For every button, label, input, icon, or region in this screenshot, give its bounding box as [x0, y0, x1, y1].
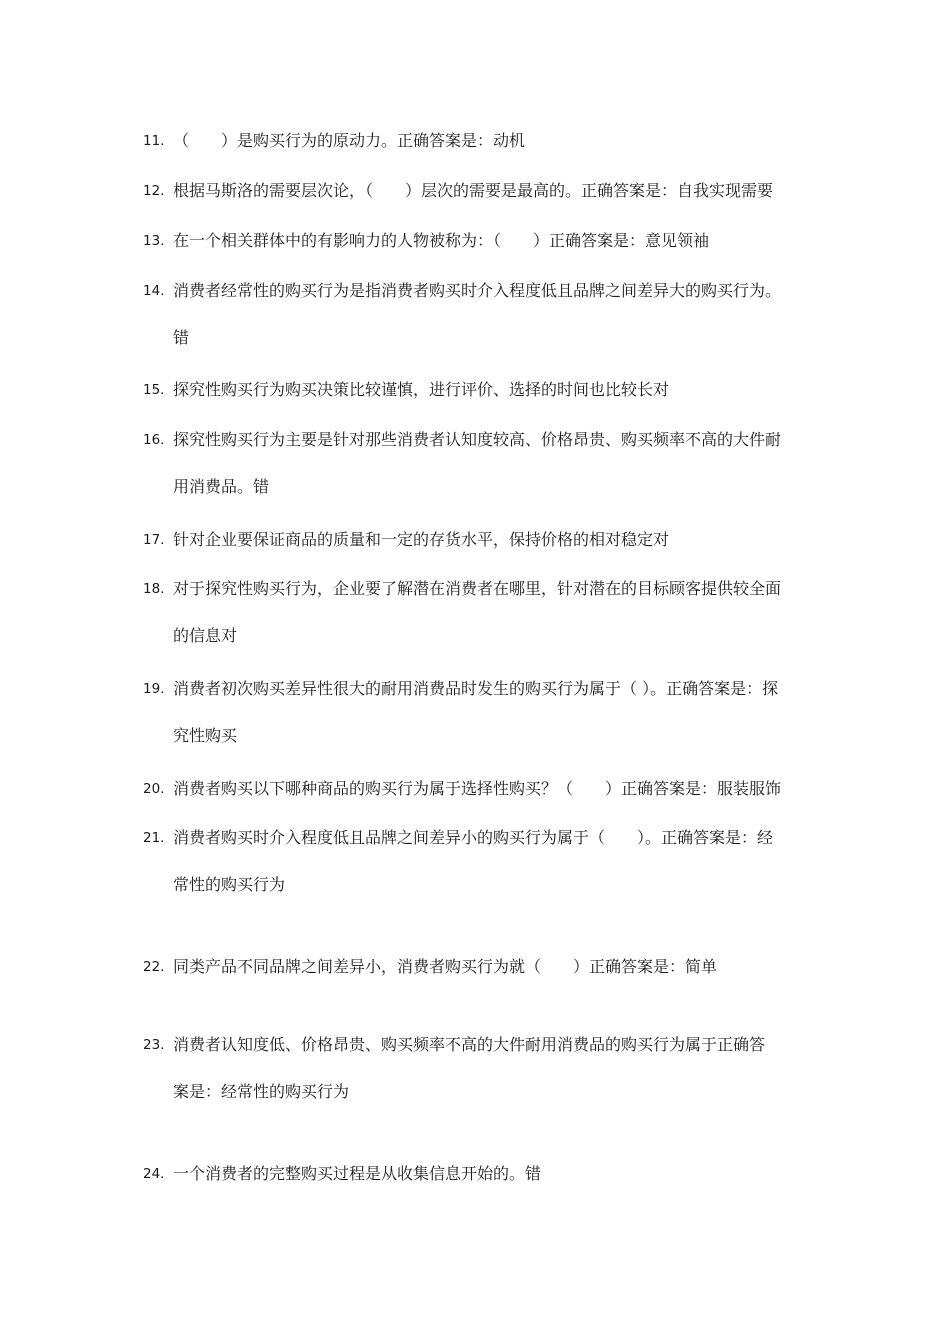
question-number: 22.: [143, 959, 165, 975]
question-item: [143, 428, 823, 499]
question-number: 23.: [143, 1037, 165, 1053]
question-line: 探究性购买行为主要是针对那些消费者认知度较高、价格昂贵、购买频率不高的大件耐: [173, 430, 782, 449]
question-text: [173, 577, 823, 648]
question-number: 19.: [143, 681, 165, 697]
question-item: [143, 179, 823, 203]
question-item: [143, 577, 823, 648]
question-line: 常性的购买行为: [173, 875, 286, 894]
question-line: 同类产品不同品牌之间差异小，消费者购买行为就（ ）正确答案是：简单: [173, 957, 718, 976]
question-number: 17.: [143, 532, 165, 548]
question-line: 探究性购买行为购买决策比较谨慎，进行评价、选择的时间也比较长对: [173, 380, 670, 399]
question-number: 18.: [143, 581, 165, 597]
question-line: 案是：经常性的购买行为: [173, 1082, 350, 1101]
question-line: 究性购买: [173, 726, 238, 745]
question-text: [173, 777, 823, 801]
question-line: 消费者购买以下哪种商品的购买行为属于选择性购买？（ ）正确答案是：服装服饰: [173, 779, 782, 798]
question-number: 14.: [143, 283, 165, 299]
question-number: 13.: [143, 233, 165, 249]
question-text: [173, 129, 823, 153]
question-line: 针对企业要保证商品的质量和一定的存货水平，保持价格的相对稳定对: [173, 530, 670, 549]
question-line: 的信息对: [173, 626, 238, 645]
question-number: 21.: [143, 830, 165, 846]
question-line: 根据马斯洛的需要层次论，（ ）层次的需要是最高的。正确答案是：自我实现需要: [173, 181, 774, 200]
question-text: [173, 826, 823, 897]
question-line: 消费者购买时介入程度低且品牌之间差异小的购买行为属于（ ）。正确答案是：经: [173, 828, 774, 847]
question-number: 12.: [143, 183, 165, 199]
question-line: 消费者初次购买差异性很大的耐用消费品时发生的购买行为属于（ ）。正确答案是：探: [173, 679, 779, 698]
question-item: [143, 1162, 823, 1186]
question-text: [173, 229, 823, 253]
question-item: [143, 129, 823, 153]
question-line: 消费者经常性的购买行为是指消费者购买时介入程度低且品牌之间差异大的购买行为。: [173, 281, 782, 300]
question-number: 20.: [143, 781, 165, 797]
question-item: [143, 279, 823, 350]
question-text: [173, 677, 823, 748]
question-text: [173, 955, 823, 979]
question-text: [173, 1033, 823, 1104]
question-line: 错: [173, 328, 190, 347]
question-item: [143, 378, 823, 402]
question-number: 11.: [143, 133, 165, 149]
question-item: [143, 528, 823, 552]
question-text: [173, 1162, 823, 1186]
question-number: 24.: [143, 1166, 165, 1182]
question-line: 用消费品。错: [173, 477, 270, 496]
question-text: [173, 279, 823, 350]
question-text: [173, 428, 823, 499]
question-item: [143, 1033, 823, 1104]
question-line: 在一个相关群体中的有影响力的人物被称为：（ ）正确答案是：意见领袖: [173, 231, 710, 250]
question-item: [143, 826, 823, 897]
question-item: [143, 777, 823, 801]
question-line: 对于探究性购买行为，企业要了解潜在消费者在哪里，针对潜在的目标顾客提供较全面: [173, 579, 782, 598]
question-line: 一个消费者的完整购买过程是从收集信息开始的。错: [173, 1164, 542, 1183]
question-text: [173, 378, 823, 402]
question-item: [143, 955, 823, 979]
question-line: （ ）是购买行为的原动力。正确答案是：动机: [173, 131, 526, 150]
question-number: 16.: [143, 432, 165, 448]
question-text: [173, 179, 823, 203]
question-text: [173, 528, 823, 552]
question-item: [143, 677, 823, 748]
question-line: 消费者认知度低、价格昂贵、购买频率不高的大件耐用消费品的购买行为属于正确答: [173, 1035, 766, 1054]
question-item: [143, 229, 823, 253]
question-number: 15.: [143, 382, 165, 398]
